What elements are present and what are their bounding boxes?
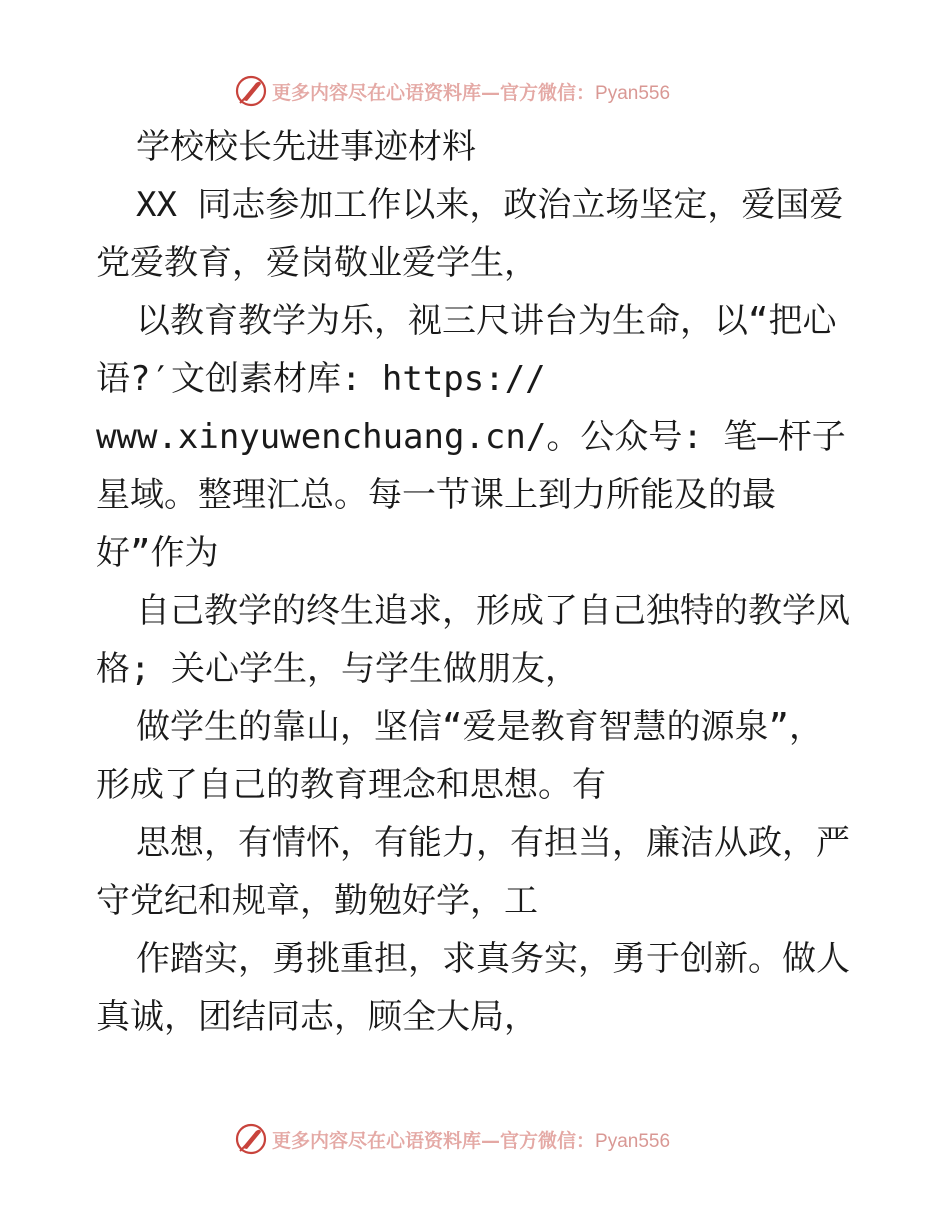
watermark-text	[272, 1126, 670, 1153]
watermark-wechat-id: Pyan556	[595, 1131, 671, 1152]
footer-watermark	[0, 1120, 950, 1160]
paragraph-3: 自己教学的终生追求，形成了自己独特的教学风格; 关心学生，与学生做朋友，	[96, 591, 850, 689]
paragraph-5: 思想，有情怀，有能力，有担当，廉洁从政，严守党纪和规章，勤勉好学，工	[96, 823, 850, 921]
paragraph-4: 做学生的靠山，坚信“爱是教育智慧的源泉”，形成了自己的教育理念和思想。有	[96, 707, 823, 805]
quill-logo-icon	[234, 1122, 268, 1156]
paragraph-6: 作踏实，勇挑重担，求真务实，勇于创新。做人真诚，团结同志，顾全大局，	[96, 939, 850, 1037]
watermark-label: 更多内容尽在心语资料库—官方微信：	[272, 82, 596, 104]
document-title: 学校校长先进事迹材料	[136, 127, 476, 167]
quill-logo-icon	[234, 74, 268, 108]
watermark-label: 更多内容尽在心语资料库—官方微信：	[272, 1130, 596, 1152]
document-body	[96, 118, 856, 1046]
paragraph-1: XX 同志参加工作以来，政治立场坚定，爱国爱党爱教育，爱岗敬业爱学生，	[96, 185, 844, 283]
watermark-text	[272, 78, 670, 105]
paragraph-2: 以教育教学为乐，视三尺讲台为生命，以“把心语?′文创素材库: https:// www.xinyuwenchuang.cn/。公众号: 笔—杆子星域。整理汇总。每一节课上到力所能及的最好”作为	[96, 301, 846, 573]
watermark-wechat-id: Pyan556	[595, 83, 671, 104]
header-watermark	[0, 72, 950, 112]
